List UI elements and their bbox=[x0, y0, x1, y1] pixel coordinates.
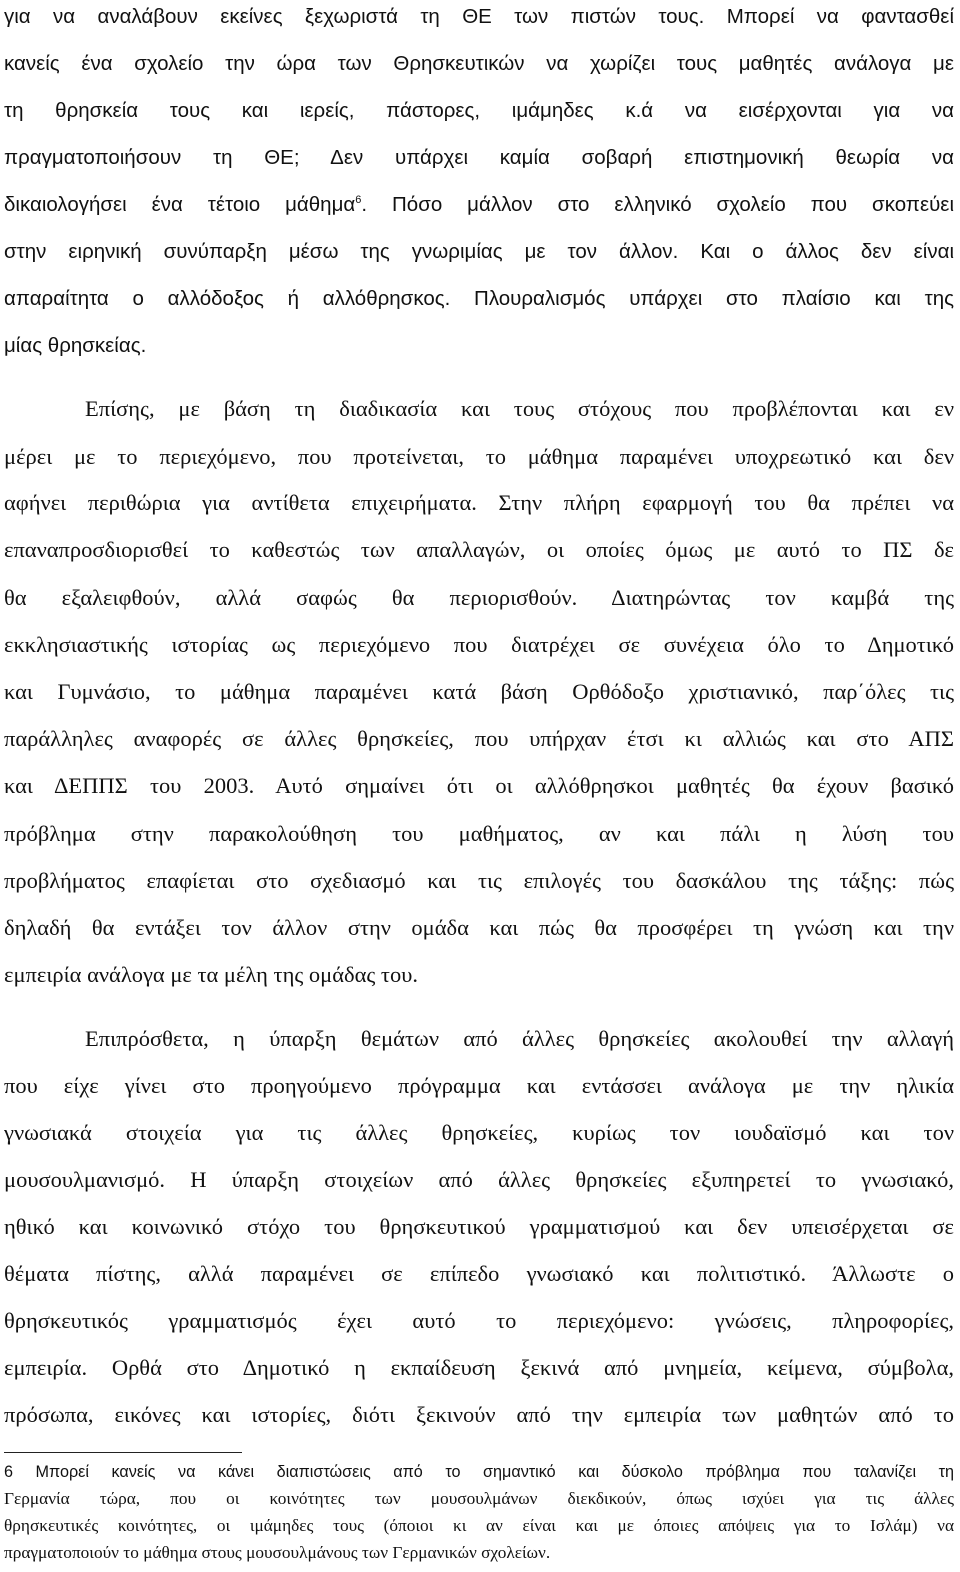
text-line: μίας θρησκείας. bbox=[4, 334, 147, 357]
footnote-line: πραγματοποιούν το μάθημα στους μουσουλμάνους των Γερμανικών σχολείων. bbox=[4, 1543, 551, 1562]
text-line bbox=[4, 192, 954, 218]
footnote-line: 6 Μπορεί κανείς να κάνει διαπιστώσεις από το σημαντικό και δύσκολο πρόβλημα που ταλανίζει τη bbox=[4, 1463, 954, 1481]
text-line: κανείς ένα σχολείο την ώρα των Θρησκευτικών να χωρίζει τους μαθητές ανάλογα με bbox=[4, 52, 954, 75]
text-line: που είχε γίνει στο προηγούμενο πρόγραμμα και εντάσσει ανάλογα με την ηλικία bbox=[4, 1073, 954, 1098]
text-fragment: . Πόσο μάλλον στο ελληνικό σχολείο που σκοπεύει bbox=[361, 193, 954, 216]
footnote-line: θρησκευτικές κοινότητες, οι ιμάμηδες τους (όποιοι κι αν είναι και με όποιες απόψεις για το Ισλάμ) να bbox=[4, 1516, 954, 1535]
text-line: επαναπροσδιορισθεί το καθεστώς των απαλλαγών, οι οποίες όμως με αυτό το ΠΣ δε bbox=[4, 537, 954, 562]
text-line: τη θρησκεία τους και ιερείς, πάστορες, ιμάμηδες κ.ά να εισέρχονται για να bbox=[4, 99, 954, 122]
text-line: εμπειρία ανάλογα με τα μέλη της ομάδας του. bbox=[4, 962, 418, 987]
text-line: Επίσης, με βάση τη διαδικασία και τους στόχους που προβλέπονται και εν bbox=[85, 396, 954, 421]
text-line: πραγματοποιήσουν τη ΘΕ; Δεν υπάρχει καμία σοβαρή επιστημονική θεωρία να bbox=[4, 146, 954, 169]
text-line: θα εξαλειφθούν, αλλά σαφώς θα περιορισθούν. Διατηρώντας τον καμβά της bbox=[4, 585, 954, 610]
text-line: πρόσωπα, εικόνες και ιστορίες, διότι ξεκινούν από την εμπειρία των μαθητών από το bbox=[4, 1402, 954, 1427]
text-line: θρησκευτικός γραμματισμός έχει αυτό το περιεχόμενο: γνώσεις, πληροφορίες, bbox=[4, 1308, 954, 1333]
text-line: και Γυμνάσιο, το μάθημα παραμένει κατά βάση Ορθόδοξο χριστιανικό, παρ΄όλες τις bbox=[4, 679, 954, 704]
text-line: εκκλησιαστικής ιστορίας ως περιεχόμενο που διατρέχει σε συνέχεια όλο το Δημοτικό bbox=[4, 632, 954, 657]
text-line: στην ειρηνική συνύπαρξη μέσω της γνωριμίας με τον άλλον. Και ο άλλος δεν είναι bbox=[4, 240, 954, 263]
text-line: προβλήματος επαφίεται στο σχεδιασμό και τις επιλογές του δασκάλου της τάξης: πώς bbox=[4, 868, 954, 893]
text-line: μουσουλμανισμό. Η ύπαρξη στοιχείων από άλλες θρησκείες εξυπηρετεί το γνωσιακό, bbox=[4, 1167, 954, 1192]
text-line: μέρει με το περιεχόμενο, που προτείνεται, το μάθημα παραμένει υποχρεωτικό και δεν bbox=[4, 444, 954, 469]
text-line: ηθικό και κοινωνικό στόχο του θρησκευτικού γραμματισμού και δεν υπεισέρχεται σε bbox=[4, 1214, 954, 1239]
footnote-reference[interactable]: 6 bbox=[355, 194, 362, 207]
text-line: Επιπρόσθετα, η ύπαρξη θεμάτων από άλλες θρησκείες ακολουθεί την αλλαγή bbox=[85, 1026, 954, 1051]
text-line: γνωσιακά στοιχεία για τις άλλες θρησκείες, κυρίως τον ιουδαϊσμό και τον bbox=[4, 1120, 954, 1145]
text-fragment: δικαιολογήσει ένα τέτοιο μάθημα bbox=[4, 193, 356, 216]
text-line: απαραίτητα ο αλλόδοξος ή αλλόθρησκος. Πλουραλισμός υπάρχει στο πλαίσιο και της bbox=[4, 287, 954, 310]
text-line: παράλληλες αναφορές σε άλλες θρησκείες, που υπήρχαν έτσι κι αλλιώς και στο ΑΠΣ bbox=[4, 726, 954, 751]
text-line: αφήνει περιθώρια για αντίθετα επιχειρήματα. Στην πλήρη εφαρμογή του θα πρέπει να bbox=[4, 490, 954, 515]
text-line: πρόβλημα στην παρακολούθηση του μαθήματος, αν και πάλι η λύση του bbox=[4, 821, 954, 846]
text-line: και ΔΕΠΠΣ του 2003. Αυτό σημαίνει ότι οι αλλόθρησκοι μαθητές θα έχουν βασικό bbox=[4, 773, 954, 798]
text-line: εμπειρία. Ορθά στο Δημοτικό η εκπαίδευση ξεκινά από μνημεία, κείμενα, σύμβολα, bbox=[4, 1355, 954, 1380]
text-line: θέματα πίστης, αλλά παραμένει σε επίπεδο γνωσιακό και πολιτιστικό. Άλλωστε ο bbox=[4, 1261, 954, 1286]
text-line: για να αναλάβουν εκείνες ξεχωριστά τη ΘΕ των πιστών τους. Μπορεί να φαντασθεί bbox=[4, 5, 954, 28]
footnote-line: Γερμανία τώρα, που οι κοινότητες των μουσουλμάνων διεκδικούν, όπως ισχύει για τις άλλες bbox=[4, 1489, 954, 1508]
footnote-separator bbox=[4, 1452, 242, 1453]
text-line: δηλαδή θα εντάξει τον άλλον στην ομάδα και πώς θα προσφέρει τη γνώση και την bbox=[4, 915, 954, 940]
